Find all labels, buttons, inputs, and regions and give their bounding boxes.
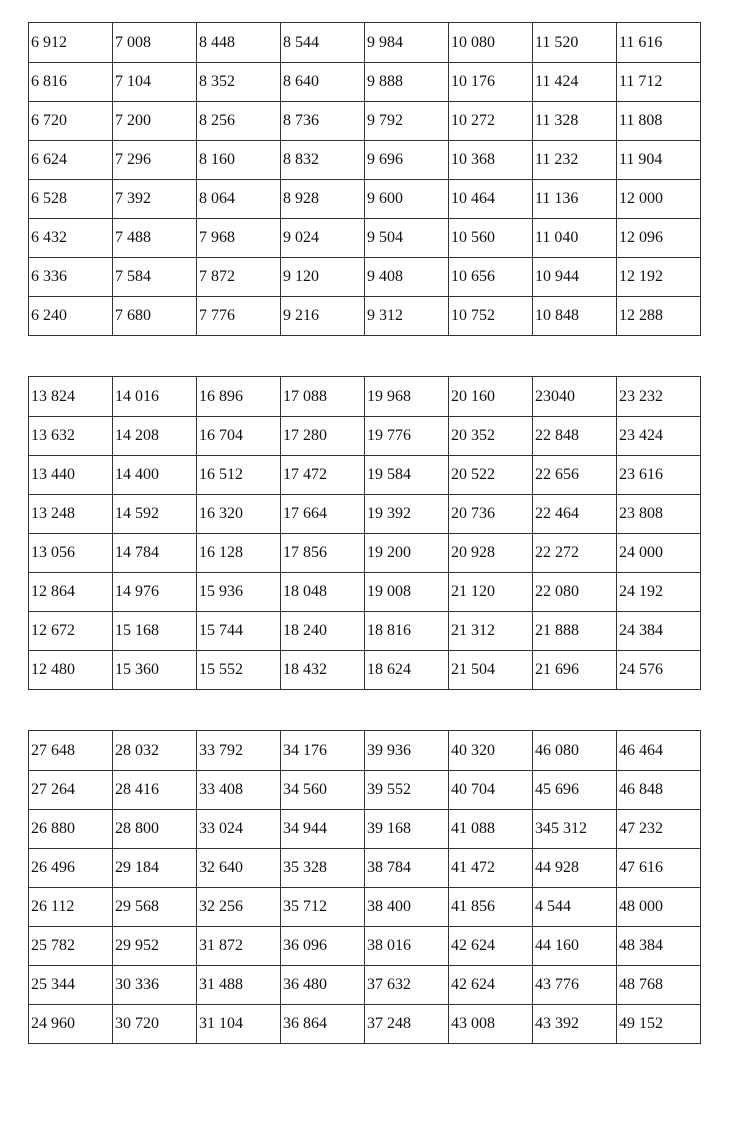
table-cell: 22 272 xyxy=(533,534,617,573)
table-cell: 39 936 xyxy=(365,731,449,771)
table-cell: 11 136 xyxy=(533,180,617,219)
table-cell: 8 832 xyxy=(281,141,365,180)
table-cell: 13 248 xyxy=(29,495,113,534)
table-cell: 24 576 xyxy=(617,651,701,690)
table-row xyxy=(29,417,701,456)
table-cell: 13 824 xyxy=(29,377,113,417)
table-cell: 29 952 xyxy=(113,927,197,966)
table-cell: 9 024 xyxy=(281,219,365,258)
table-cell: 15 168 xyxy=(113,612,197,651)
table-cell: 15 744 xyxy=(197,612,281,651)
table-cell: 10 944 xyxy=(533,258,617,297)
table-row xyxy=(29,888,701,927)
table-cell: 38 400 xyxy=(365,888,449,927)
table-cell: 43 392 xyxy=(533,1005,617,1044)
table-cell: 16 320 xyxy=(197,495,281,534)
table-cell: 16 896 xyxy=(197,377,281,417)
tables-container xyxy=(28,22,701,1084)
table-cell: 21 888 xyxy=(533,612,617,651)
table-cell: 33 408 xyxy=(197,771,281,810)
table-cell: 21 696 xyxy=(533,651,617,690)
table-row xyxy=(29,141,701,180)
table-cell: 7 776 xyxy=(197,297,281,336)
table-cell: 9 504 xyxy=(365,219,449,258)
table-cell: 17 664 xyxy=(281,495,365,534)
table-cell: 11 904 xyxy=(617,141,701,180)
table-cell: 18 240 xyxy=(281,612,365,651)
table-cell: 18 816 xyxy=(365,612,449,651)
table-cell: 23 232 xyxy=(617,377,701,417)
table-cell: 9 888 xyxy=(365,63,449,102)
table-cell: 40 704 xyxy=(449,771,533,810)
table-cell: 49 152 xyxy=(617,1005,701,1044)
table-row xyxy=(29,377,701,417)
table-cell: 32 256 xyxy=(197,888,281,927)
table-cell: 9 600 xyxy=(365,180,449,219)
table-cell: 17 856 xyxy=(281,534,365,573)
table-cell: 345 312 xyxy=(533,810,617,849)
table-cell: 9 984 xyxy=(365,23,449,63)
table-cell: 8 640 xyxy=(281,63,365,102)
table-cell: 46 464 xyxy=(617,731,701,771)
table-cell: 19 392 xyxy=(365,495,449,534)
table-cell: 46 080 xyxy=(533,731,617,771)
table-cell: 46 848 xyxy=(617,771,701,810)
table-cell: 20 352 xyxy=(449,417,533,456)
table-cell: 47 232 xyxy=(617,810,701,849)
table-cell: 11 232 xyxy=(533,141,617,180)
table-cell: 24 000 xyxy=(617,534,701,573)
table-cell: 15 936 xyxy=(197,573,281,612)
table-cell: 44 160 xyxy=(533,927,617,966)
table-cell: 36 480 xyxy=(281,966,365,1005)
table-cell: 37 632 xyxy=(365,966,449,1005)
table-cell: 12 288 xyxy=(617,297,701,336)
table-cell: 15 552 xyxy=(197,651,281,690)
table-cell: 9 696 xyxy=(365,141,449,180)
table-cell: 14 016 xyxy=(113,377,197,417)
table-cell: 12 000 xyxy=(617,180,701,219)
table-cell: 23 616 xyxy=(617,456,701,495)
table-cell: 24 960 xyxy=(29,1005,113,1044)
table-row xyxy=(29,102,701,141)
table-cell: 6 624 xyxy=(29,141,113,180)
table-row xyxy=(29,849,701,888)
table-cell: 21 312 xyxy=(449,612,533,651)
table-cell: 7 584 xyxy=(113,258,197,297)
table-cell: 8 736 xyxy=(281,102,365,141)
table-cell: 39 168 xyxy=(365,810,449,849)
table-cell: 6 720 xyxy=(29,102,113,141)
table-cell: 18 624 xyxy=(365,651,449,690)
data-table-3 xyxy=(28,730,701,1044)
table-cell: 29 568 xyxy=(113,888,197,927)
table-cell: 10 656 xyxy=(449,258,533,297)
table-row xyxy=(29,927,701,966)
table-cell: 12 192 xyxy=(617,258,701,297)
table-cell: 8 448 xyxy=(197,23,281,63)
table-cell: 10 464 xyxy=(449,180,533,219)
table-cell: 25 782 xyxy=(29,927,113,966)
table-cell: 40 320 xyxy=(449,731,533,771)
table-cell: 13 632 xyxy=(29,417,113,456)
table-cell: 31 104 xyxy=(197,1005,281,1044)
table-cell: 11 520 xyxy=(533,23,617,63)
table-cell: 14 976 xyxy=(113,573,197,612)
table-row xyxy=(29,771,701,810)
table-cell: 11 328 xyxy=(533,102,617,141)
table-cell: 10 368 xyxy=(449,141,533,180)
table-cell: 6 336 xyxy=(29,258,113,297)
table-cell: 20 160 xyxy=(449,377,533,417)
table-cell: 31 872 xyxy=(197,927,281,966)
table-cell: 19 008 xyxy=(365,573,449,612)
table-cell: 8 160 xyxy=(197,141,281,180)
table-cell: 7 008 xyxy=(113,23,197,63)
table-cell: 10 272 xyxy=(449,102,533,141)
data-table-1 xyxy=(28,22,701,336)
table-cell: 18 048 xyxy=(281,573,365,612)
table-row xyxy=(29,612,701,651)
table-cell: 7 680 xyxy=(113,297,197,336)
table-cell: 11 808 xyxy=(617,102,701,141)
table-row xyxy=(29,573,701,612)
table-cell: 37 248 xyxy=(365,1005,449,1044)
table-row xyxy=(29,219,701,258)
table-cell: 36 864 xyxy=(281,1005,365,1044)
table-cell: 20 522 xyxy=(449,456,533,495)
table-cell: 35 712 xyxy=(281,888,365,927)
table-cell: 48 768 xyxy=(617,966,701,1005)
table-cell: 34 560 xyxy=(281,771,365,810)
table-cell: 7 872 xyxy=(197,258,281,297)
table-cell: 28 800 xyxy=(113,810,197,849)
table-cell: 23 808 xyxy=(617,495,701,534)
table-cell: 41 088 xyxy=(449,810,533,849)
table-cell: 28 032 xyxy=(113,731,197,771)
table-cell: 32 640 xyxy=(197,849,281,888)
table-row xyxy=(29,810,701,849)
table-cell: 4 544 xyxy=(533,888,617,927)
table-cell: 22 464 xyxy=(533,495,617,534)
table-cell: 20 736 xyxy=(449,495,533,534)
table-cell: 6 816 xyxy=(29,63,113,102)
table-cell: 34 176 xyxy=(281,731,365,771)
table-cell: 48 000 xyxy=(617,888,701,927)
table-row xyxy=(29,180,701,219)
table-cell: 14 400 xyxy=(113,456,197,495)
table-cell: 42 624 xyxy=(449,927,533,966)
table-cell: 18 432 xyxy=(281,651,365,690)
table-cell: 14 784 xyxy=(113,534,197,573)
table-cell: 6 432 xyxy=(29,219,113,258)
table-cell: 16 704 xyxy=(197,417,281,456)
table-cell: 35 328 xyxy=(281,849,365,888)
table-cell: 19 584 xyxy=(365,456,449,495)
table-cell: 21 504 xyxy=(449,651,533,690)
table-cell: 47 616 xyxy=(617,849,701,888)
table-row xyxy=(29,23,701,63)
table-cell: 9 216 xyxy=(281,297,365,336)
table-row xyxy=(29,651,701,690)
table-cell: 6 528 xyxy=(29,180,113,219)
table-cell: 6 240 xyxy=(29,297,113,336)
table-cell: 8 544 xyxy=(281,23,365,63)
table-cell: 17 472 xyxy=(281,456,365,495)
table-cell: 8 256 xyxy=(197,102,281,141)
table-cell: 7 296 xyxy=(113,141,197,180)
table-cell: 27 648 xyxy=(29,731,113,771)
table-cell: 48 384 xyxy=(617,927,701,966)
table-cell: 17 280 xyxy=(281,417,365,456)
table-cell: 29 184 xyxy=(113,849,197,888)
table-cell: 10 560 xyxy=(449,219,533,258)
table-cell: 41 472 xyxy=(449,849,533,888)
table-cell: 9 408 xyxy=(365,258,449,297)
table-cell: 43 776 xyxy=(533,966,617,1005)
table-cell: 10 080 xyxy=(449,23,533,63)
table-cell: 24 192 xyxy=(617,573,701,612)
table-cell: 36 096 xyxy=(281,927,365,966)
table-cell: 13 056 xyxy=(29,534,113,573)
table-cell: 23040 xyxy=(533,377,617,417)
table-cell: 16 128 xyxy=(197,534,281,573)
table-cell: 11 712 xyxy=(617,63,701,102)
table-row xyxy=(29,297,701,336)
data-table-2 xyxy=(28,376,701,690)
table-row xyxy=(29,1005,701,1044)
table-cell: 11 424 xyxy=(533,63,617,102)
table-row xyxy=(29,966,701,1005)
table-cell: 8 352 xyxy=(197,63,281,102)
table-cell: 30 336 xyxy=(113,966,197,1005)
table-cell: 38 784 xyxy=(365,849,449,888)
table-cell: 7 392 xyxy=(113,180,197,219)
table-cell: 25 344 xyxy=(29,966,113,1005)
table-cell: 26 880 xyxy=(29,810,113,849)
table-cell: 31 488 xyxy=(197,966,281,1005)
table-cell: 22 656 xyxy=(533,456,617,495)
table-cell: 9 120 xyxy=(281,258,365,297)
table-cell: 34 944 xyxy=(281,810,365,849)
table-cell: 33 024 xyxy=(197,810,281,849)
table-row xyxy=(29,495,701,534)
table-cell: 12 480 xyxy=(29,651,113,690)
table-cell: 26 496 xyxy=(29,849,113,888)
table-row xyxy=(29,258,701,297)
table-cell: 24 384 xyxy=(617,612,701,651)
table-row xyxy=(29,731,701,771)
table-cell: 19 968 xyxy=(365,377,449,417)
table-cell: 27 264 xyxy=(29,771,113,810)
table-cell: 7 200 xyxy=(113,102,197,141)
table-cell: 21 120 xyxy=(449,573,533,612)
table-cell: 20 928 xyxy=(449,534,533,573)
table-cell: 45 696 xyxy=(533,771,617,810)
table-cell: 11 040 xyxy=(533,219,617,258)
table-cell: 30 720 xyxy=(113,1005,197,1044)
table-cell: 7 104 xyxy=(113,63,197,102)
table-cell: 8 064 xyxy=(197,180,281,219)
table-cell: 22 848 xyxy=(533,417,617,456)
table-cell: 42 624 xyxy=(449,966,533,1005)
table-cell: 12 672 xyxy=(29,612,113,651)
table-cell: 7 488 xyxy=(113,219,197,258)
table-cell: 19 200 xyxy=(365,534,449,573)
table-cell: 11 616 xyxy=(617,23,701,63)
table-cell: 9 312 xyxy=(365,297,449,336)
table-cell: 41 856 xyxy=(449,888,533,927)
table-cell: 43 008 xyxy=(449,1005,533,1044)
table-cell: 17 088 xyxy=(281,377,365,417)
table-cell: 39 552 xyxy=(365,771,449,810)
table-cell: 14 208 xyxy=(113,417,197,456)
table-cell: 15 360 xyxy=(113,651,197,690)
table-cell: 22 080 xyxy=(533,573,617,612)
table-cell: 8 928 xyxy=(281,180,365,219)
table-cell: 44 928 xyxy=(533,849,617,888)
table-cell: 23 424 xyxy=(617,417,701,456)
table-cell: 12 096 xyxy=(617,219,701,258)
table-cell: 38 016 xyxy=(365,927,449,966)
table-cell: 7 968 xyxy=(197,219,281,258)
table-cell: 26 112 xyxy=(29,888,113,927)
table-cell: 13 440 xyxy=(29,456,113,495)
table-cell: 9 792 xyxy=(365,102,449,141)
table-cell: 19 776 xyxy=(365,417,449,456)
table-cell: 12 864 xyxy=(29,573,113,612)
table-cell: 10 752 xyxy=(449,297,533,336)
table-cell: 10 176 xyxy=(449,63,533,102)
table-cell: 10 848 xyxy=(533,297,617,336)
table-cell: 16 512 xyxy=(197,456,281,495)
table-row xyxy=(29,456,701,495)
table-cell: 6 912 xyxy=(29,23,113,63)
table-cell: 14 592 xyxy=(113,495,197,534)
table-cell: 28 416 xyxy=(113,771,197,810)
table-cell: 33 792 xyxy=(197,731,281,771)
table-row xyxy=(29,63,701,102)
table-row xyxy=(29,534,701,573)
